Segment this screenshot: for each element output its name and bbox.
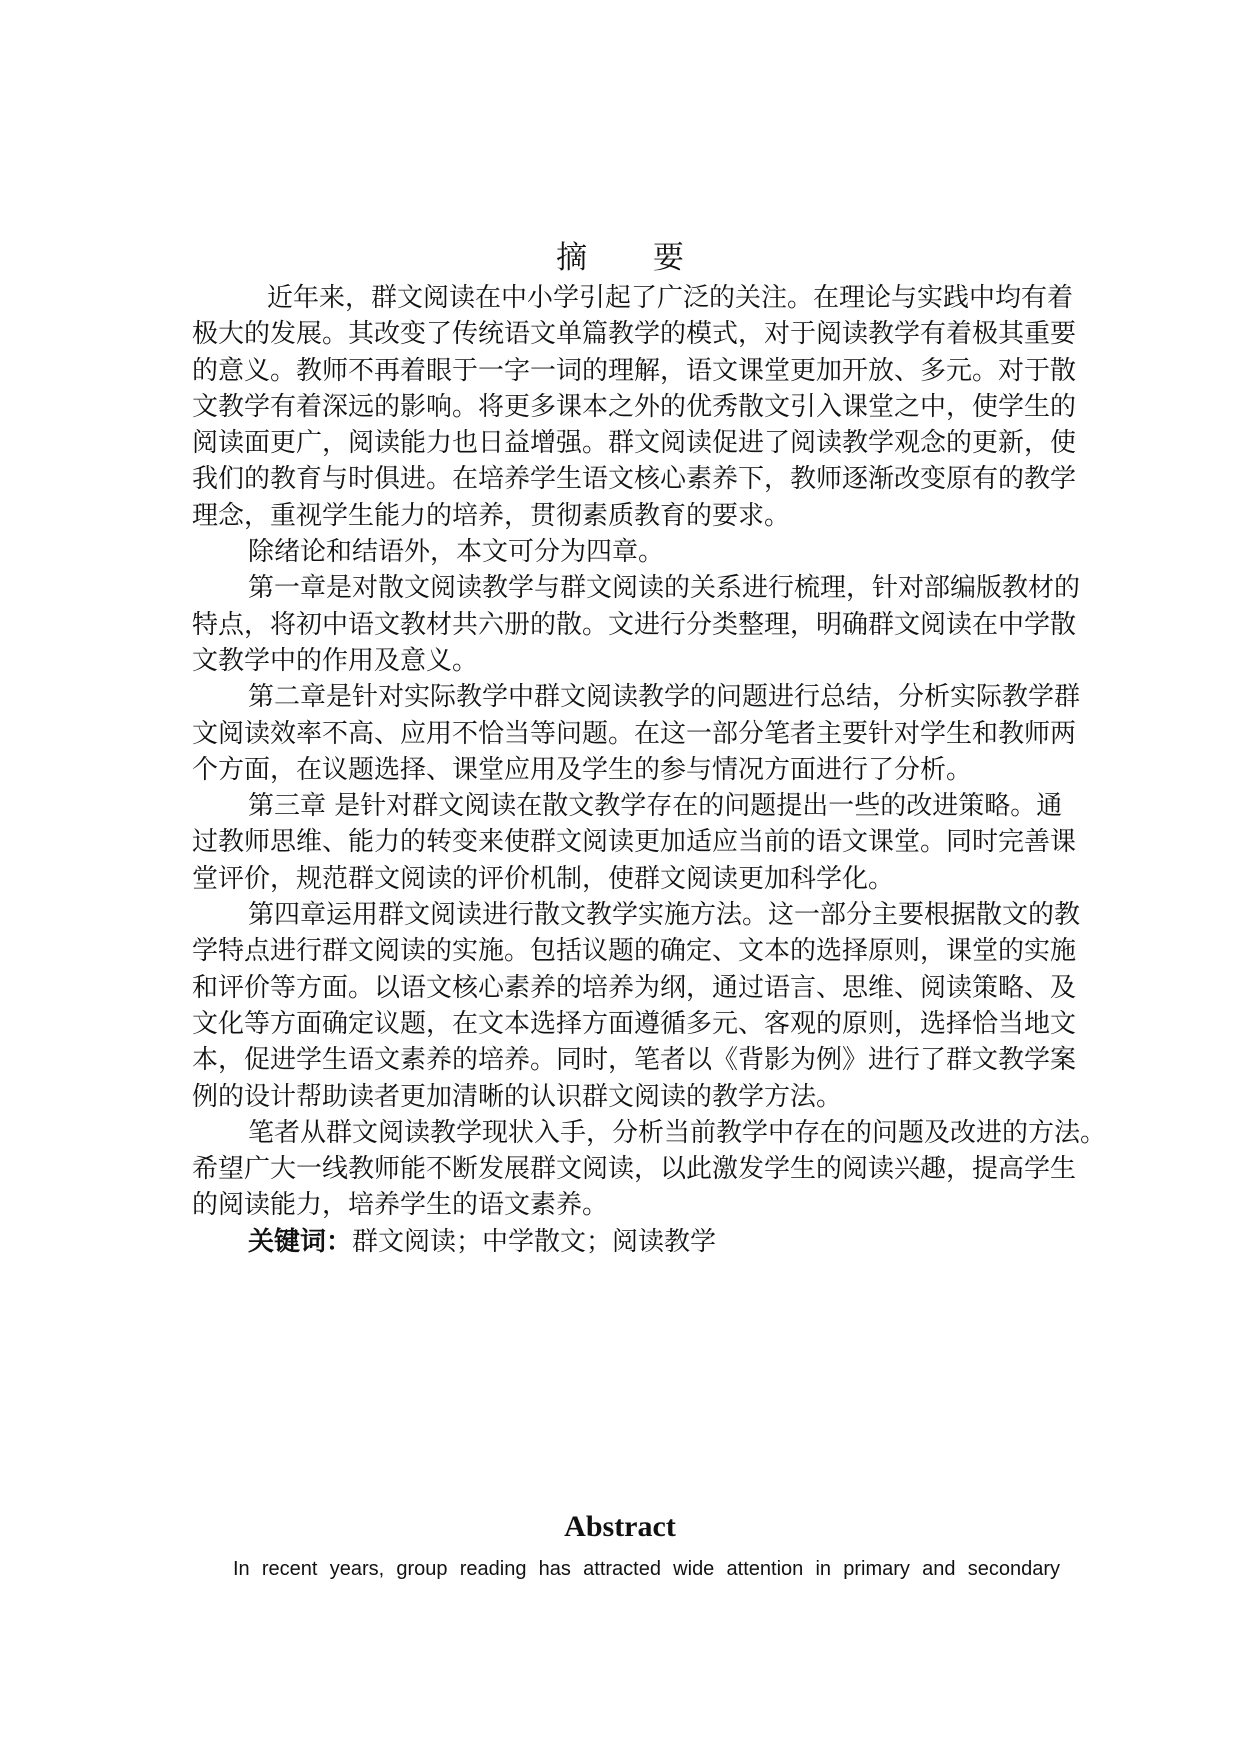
abstract-en-title: Abstract [564, 1510, 676, 1543]
abstract-en-first-line: In recent years, group reading has attracted wide attention in primary and secondary [233, 1558, 1060, 1580]
paragraph [192, 788, 1077, 897]
paragraph-line: 堂评价，规范群文阅读的评价机制，使群文阅读更加科学化。 [192, 863, 895, 894]
paragraph-line: 和评价等方面。以语文核心素养的培养为纲，通过语言、思维、阅读策略、及 [192, 972, 1077, 1003]
paragraph-line: 例的设计帮助读者更加清晰的认识群文阅读的教学方法。 [192, 1081, 843, 1112]
paragraph-line: 希望广大一线教师能不断发展群文阅读，以此激发学生的阅读兴趣，提高学生 [192, 1154, 1077, 1185]
paragraph [192, 1115, 1107, 1224]
paragraph-line: 文教学有着深远的影响。将更多课本之外的优秀散文引入课堂之中，使学生的 [192, 391, 1077, 422]
keywords-value: 群文阅读；中学散文；阅读教学 [352, 1226, 717, 1257]
paragraph-line: 笔者从群文阅读教学现状入手，分析当前教学中存在的问题及改进的方法。 [248, 1117, 1107, 1148]
abstract-cn-body [192, 280, 1107, 1260]
paragraph-line: 近年来，群文阅读在中小学引起了广泛的关注。在理论与实践中均有着 [267, 283, 1074, 313]
paragraph-line: 除绪论和结语外，本文可分为四章。 [248, 537, 665, 568]
paragraph-line: 的意义。教师不再着眼于一字一词的理解，语文课堂更加开放、多元。对于散 [192, 355, 1077, 386]
paragraph-line: 个方面，在议题选择、课堂应用及学生的参与情况方面进行了分析。 [192, 754, 973, 785]
paragraph [192, 897, 1081, 1115]
paragraph-line: 第三章 是针对群文阅读在散文教学存在的问题提出一些的改进策略。通 [248, 791, 1063, 822]
paragraph-line: 阅读面更广，阅读能力也日益增强。群文阅读促进了阅读教学观念的更新，使 [192, 428, 1077, 459]
paragraph-line: 第四章运用群文阅读进行散文教学实施方法。这一部分主要根据散文的教 [248, 900, 1081, 931]
paragraph-line: 文化等方面确定议题，在文本选择方面遵循多元、客观的原则，选择恰当地文 [192, 1008, 1077, 1039]
paragraph-line: 文教学中的作用及意义。 [192, 645, 479, 676]
paragraph-line: 理念，重视学生能力的培养，贯彻素质教育的要求。 [192, 500, 791, 531]
abstract-cn-title: 摘 要 [556, 240, 712, 276]
paragraph-line: 特点，将初中语文教材共六册的散。文进行分类整理，明确群文阅读在中学散 [192, 609, 1077, 640]
paragraph-line: 第二章是针对实际教学中群文阅读教学的问题进行总结，分析实际教学群 [248, 682, 1081, 713]
paragraph [192, 280, 1077, 534]
paragraph [192, 570, 1081, 679]
keywords [192, 1224, 1060, 1260]
paragraph-line: 过教师思维、能力的转变来使群文阅读更加适应当前的语文课堂。同时完善课 [192, 827, 1077, 858]
keywords-label: 关键词： [248, 1226, 353, 1257]
paragraph-line: 学特点进行群文阅读的实施。包括议题的确定、文本的选择原则，课堂的实施 [192, 936, 1077, 967]
paragraph-line: 的阅读能力，培养学生的语文素养。 [192, 1190, 609, 1221]
paragraph-line: 我们的教育与时俱进。在培养学生语文核心素养下，教师逐渐改变原有的教学 [192, 464, 1077, 495]
paragraph-line: 文阅读效率不高、应用不恰当等问题。在这一部分笔者主要针对学生和教师两 [192, 718, 1077, 749]
paragraph [192, 679, 1081, 788]
paragraph-line: 极大的发展。其改变了传统语文单篇教学的模式，对于阅读教学有着极其重要 [192, 319, 1077, 350]
paragraph-line: 第一章是对散文阅读教学与群文阅读的关系进行梳理，针对部编版教材的 [248, 573, 1081, 604]
paragraph-line: 本，促进学生语文素养的培养。同时，笔者以《背影为例》进行了群文教学案 [192, 1045, 1077, 1076]
paragraph [192, 534, 1060, 570]
